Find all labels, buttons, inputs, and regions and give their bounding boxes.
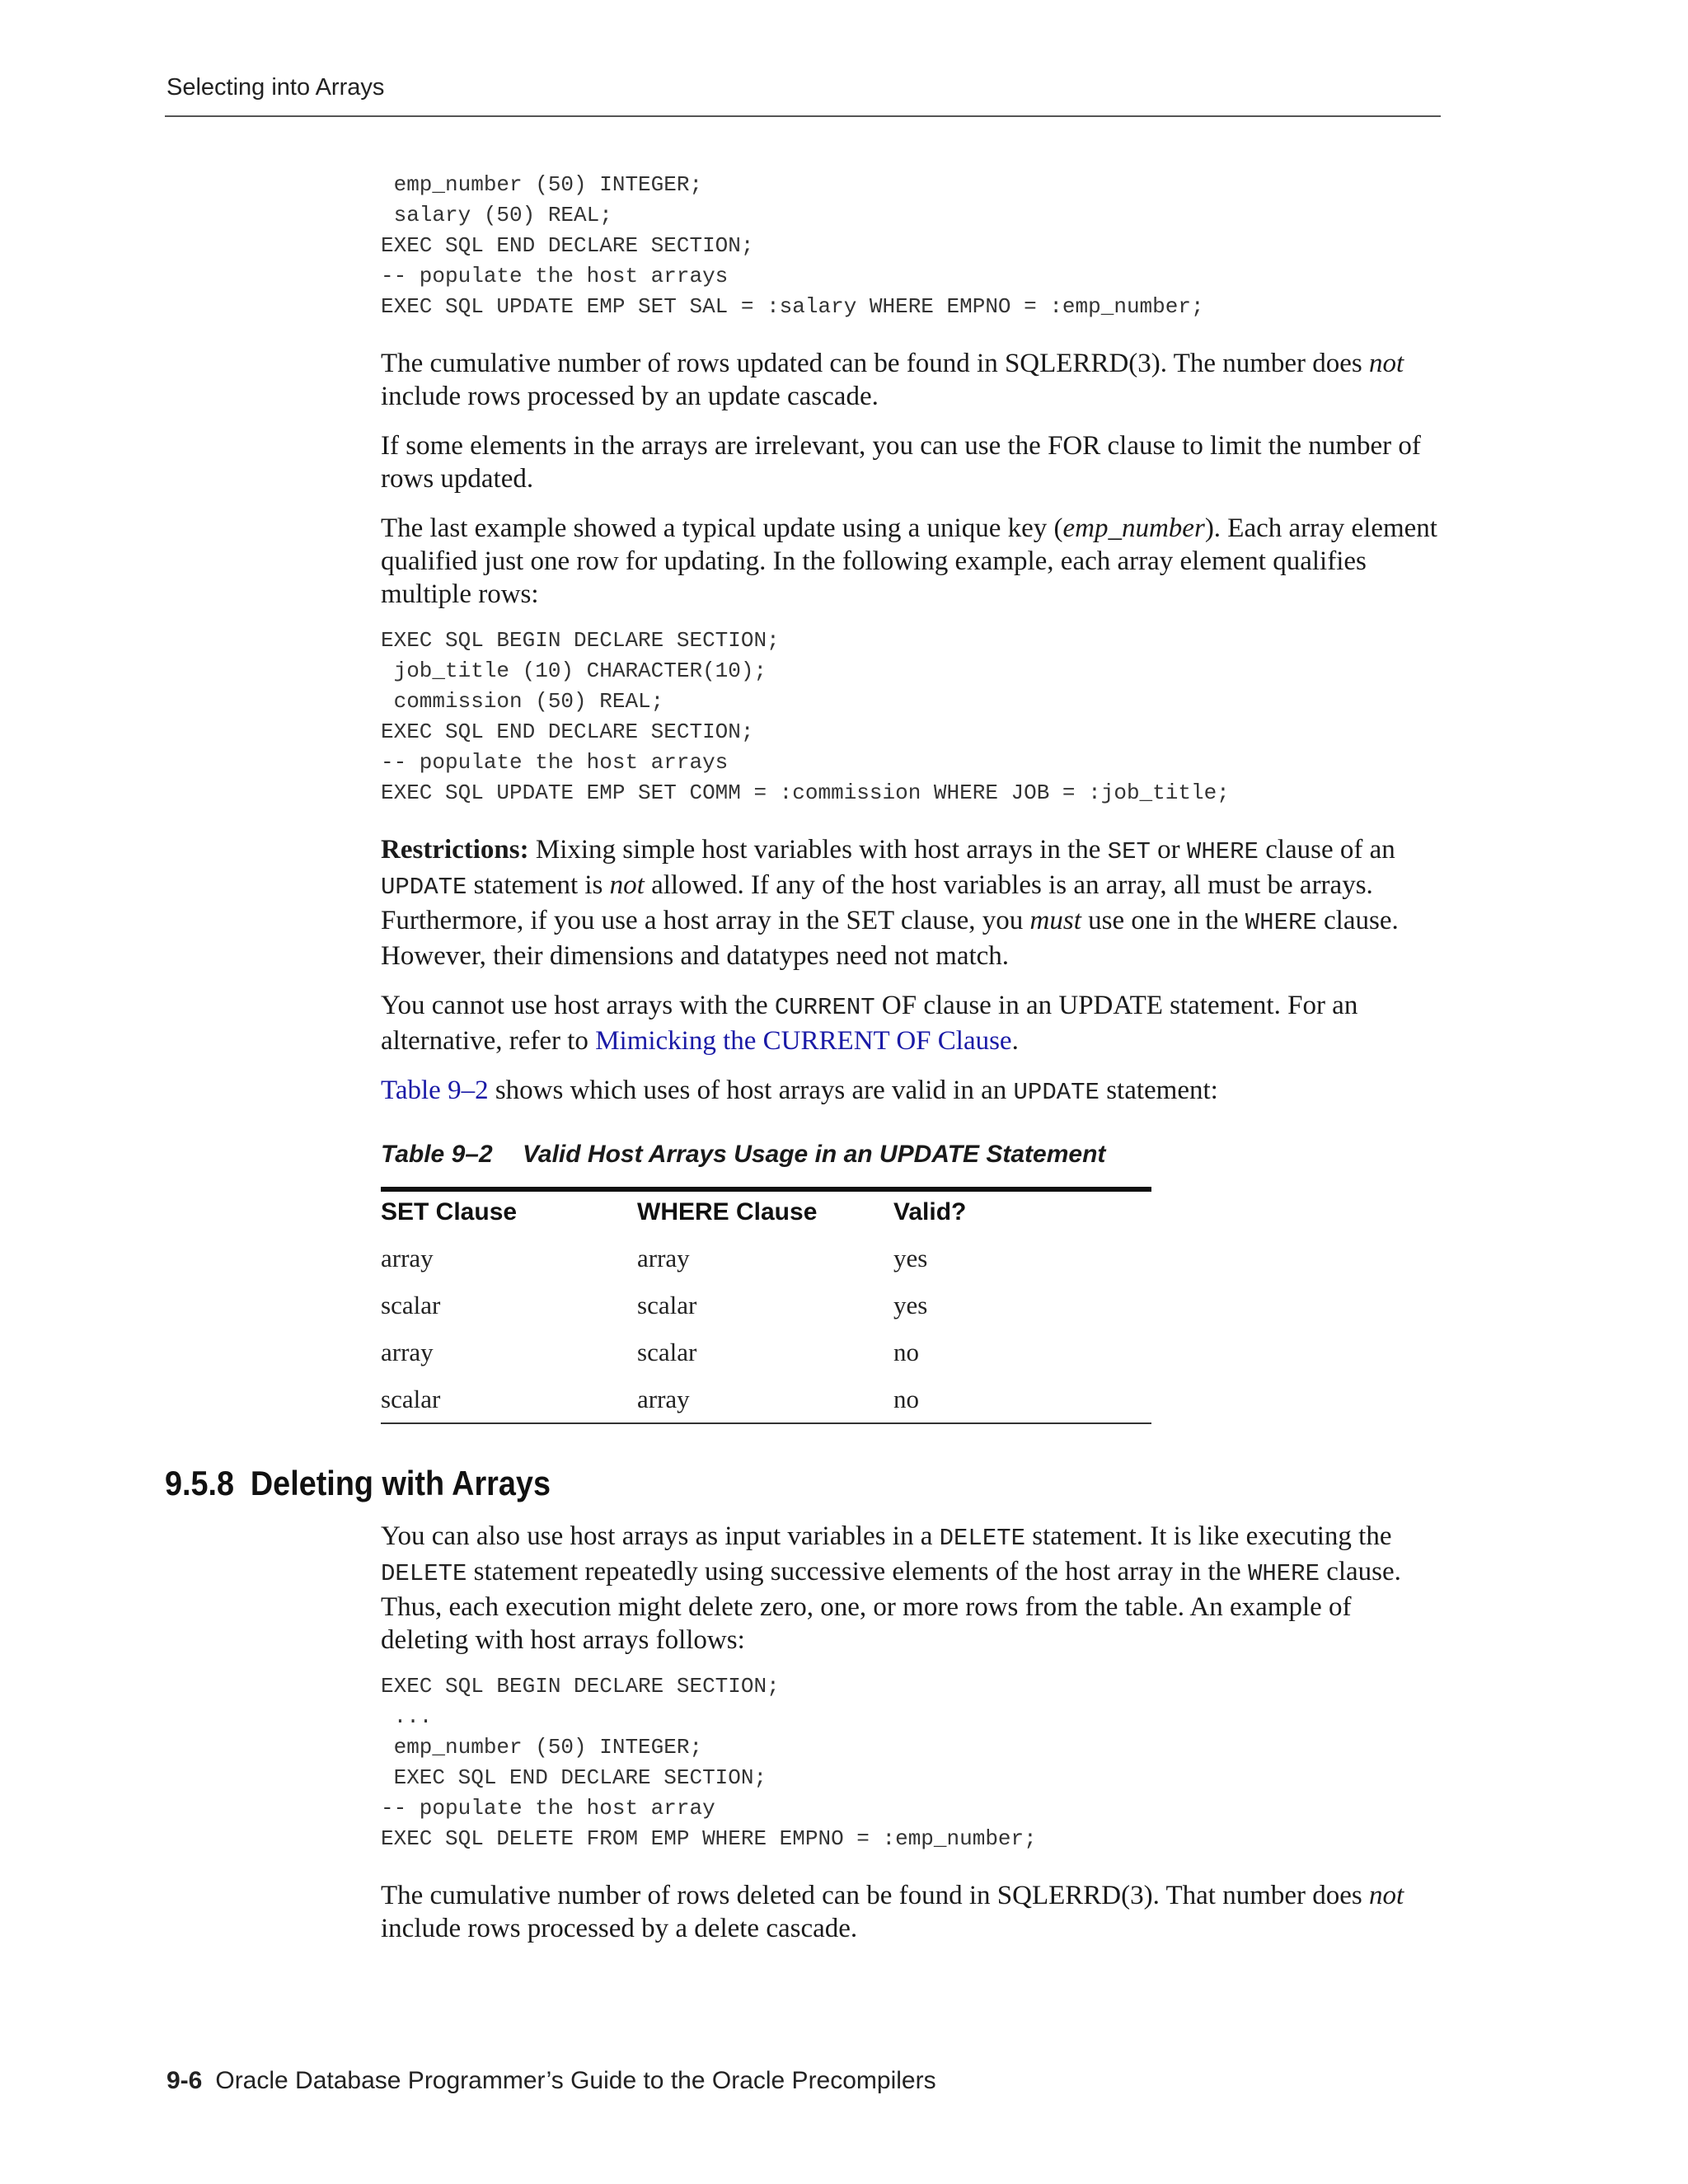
main-content [381, 170, 1444, 1424]
mimicking-current-of-link[interactable]: Mimicking the CURRENT OF Clause [595, 1026, 1012, 1056]
table-header-cell: SET Clause [381, 1189, 637, 1235]
table-caption-number: Table 9–2 [381, 1141, 493, 1168]
code-line: commission (50) REAL; [381, 689, 664, 714]
table-header-cell: Valid? [893, 1189, 1151, 1235]
code-block-update-salary [381, 170, 1444, 322]
table-cell: yes [893, 1290, 928, 1319]
code-line: EXEC SQL UPDATE EMP SET COMM = :commission WHERE JOB = :job_title; [381, 780, 1230, 805]
paragraph-restrictions: Restrictions: Mixing simple host variables with host arrays in the SET or WHERE clause of an UPDATE statement is not allowed. If any of the host variables is an array, all must be arrays. Furthermore, if you use a host array in the SET clause, you must use one in the WHERE clause. However, their dimensions and datatypes need not match. [381, 835, 1399, 971]
code-line: EXEC SQL DELETE FROM EMP WHERE EMPNO = :emp_number; [381, 1826, 1037, 1851]
paragraph-unique-key: The last example showed a typical update using a unique key (emp_number). Each array element qualified just one row for updating. In the following example, each array element qualifies multiple rows: [381, 513, 1437, 609]
paragraph-rows-updated: The cumulative number of rows updated can be found in SQLERRD(3). The number does not include rows processed by an update cascade. [381, 349, 1404, 411]
section-title: Deleting with Arrays [250, 1464, 551, 1502]
table-9-2-link[interactable]: Table 9–2 [381, 1076, 489, 1105]
page-footer [166, 2067, 936, 2095]
table-row [381, 1329, 1151, 1376]
table-row [381, 1235, 1151, 1282]
restrictions-label: Restrictions: [381, 835, 529, 865]
code-block-update-commission [381, 626, 1444, 808]
table-cell: scalar [637, 1337, 697, 1366]
table-cell: array [637, 1376, 893, 1423]
section-number: 9.5.8 [165, 1464, 235, 1502]
table-cell: no [893, 1376, 1151, 1423]
header-rule [165, 115, 1441, 117]
table-header-cell: WHERE Clause [637, 1189, 893, 1235]
code-line: EXEC SQL END DECLARE SECTION; [381, 233, 754, 258]
table-cell: scalar [381, 1376, 637, 1423]
table-cell: array [637, 1243, 690, 1272]
code-line: salary (50) REAL; [381, 203, 612, 227]
code-line: emp_number (50) INTEGER; [381, 172, 703, 197]
table-caption-title: Valid Host Arrays Usage in an UPDATE Statement [523, 1141, 1106, 1168]
code-line: EXEC SQL END DECLARE SECTION; [381, 719, 754, 744]
running-header: Selecting into Arrays [166, 74, 385, 101]
code-line: EXEC SQL BEGIN DECLARE SECTION; [381, 628, 780, 653]
section-content [381, 1520, 1444, 1945]
paragraph-current-of: You cannot use host arrays with the CURRENT OF clause in an UPDATE statement. For an alternative, refer to Mimicking the CURRENT OF Clause. [381, 991, 1358, 1056]
code-line: -- populate the host arrays [381, 750, 729, 775]
page-number: 9-6 [166, 2067, 203, 2094]
table-cell: array [381, 1337, 434, 1366]
table-cell: array [381, 1243, 434, 1272]
table-cell: scalar [637, 1290, 697, 1319]
section-heading [165, 1464, 551, 1503]
paragraph-for-clause: If some elements in the arrays are irrelevant, you can use the FOR clause to limit the number of rows updated. [381, 431, 1421, 494]
table-cell: no [893, 1337, 919, 1366]
table-cell: scalar [381, 1290, 441, 1319]
book-title: Oracle Database Programmer’s Guide to the Oracle Precompilers [215, 2067, 936, 2094]
paragraph-delete-intro: You can also use host arrays as input variables in a DELETE statement. It is like executing the DELETE statement repeatedly using successive elements of the host array in the WHERE clause. Thus, each execution might delete zero, one, or more rows from the table. An example of deleting with host arrays follows: [381, 1521, 1401, 1655]
valid-host-arrays-table [381, 1187, 1151, 1424]
code-line: -- populate the host arrays [381, 264, 729, 288]
code-line: -- populate the host array [381, 1796, 715, 1821]
table-header-row [381, 1189, 1151, 1235]
table-caption [381, 1141, 1444, 1169]
code-line: ... [381, 1704, 433, 1729]
paragraph-rows-deleted: The cumulative number of rows deleted can be found in SQLERRD(3). That number does not include rows processed by a delete cascade. [381, 1881, 1404, 1943]
table-row [381, 1282, 1151, 1329]
paragraph-table-intro: Table 9–2 shows which uses of host arrays are valid in an UPDATE statement: [381, 1076, 1218, 1106]
table-cell: yes [893, 1243, 928, 1272]
code-line: emp_number (50) INTEGER; [381, 1735, 703, 1760]
table-row [381, 1376, 1151, 1423]
code-line: EXEC SQL END DECLARE SECTION; [381, 1765, 767, 1790]
code-line: job_title (10) CHARACTER(10); [381, 658, 767, 683]
code-line: EXEC SQL UPDATE EMP SET SAL = :salary WHERE EMPNO = :emp_number; [381, 294, 1204, 319]
code-block-delete [381, 1671, 1444, 1854]
code-line: EXEC SQL BEGIN DECLARE SECTION; [381, 1674, 780, 1699]
